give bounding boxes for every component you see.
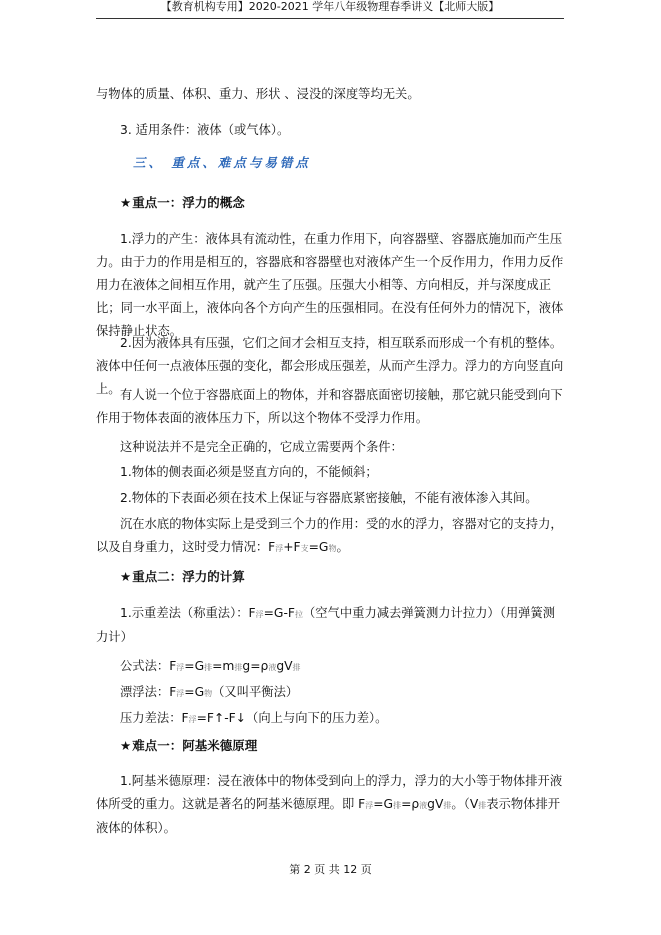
page-footer: 第 2 页 共 12 页 — [289, 863, 372, 876]
intro-paragraph: 与物体的质量、体积、重力、形状 、浸没的深度等均无关。 — [96, 87, 420, 101]
key1-paragraph-3: 有人说一个位于容器底面上的物体，并和容器底面密切接触，那它就只能受到向下作用于物体表面的液体压力下，所以这个物体不受浮力作用。 — [96, 388, 563, 425]
key1-condition-1: 1.物体的侧表面必须是竖直方向的，不能倾斜； — [120, 465, 378, 479]
page-header: 【教育机构专用】2020-2021 学年八年级物理春季讲义【北师大版】 — [96, 0, 564, 19]
key-point-1-heading: ★重点一：浮力的概念 — [120, 195, 245, 210]
star-icon: ★ — [120, 195, 132, 210]
method-pressure-difference: 压力差法：F浮=F↑-F↓（向上与向下的压力差）。 — [120, 711, 388, 725]
method-formula: 公式法：F浮=G排=m排g=ρ液gV排 — [120, 659, 301, 673]
key1-condition-2: 2.物体的下表面必须在技术上保证与容器底紧密接触，不能有液体渗入其间。 — [120, 491, 538, 505]
section-heading: 三、 重点、难点与易错点 — [133, 155, 311, 170]
condition-paragraph: 3. 适用条件：液体（或气体）。 — [120, 123, 290, 137]
method-floating: 漂浮法：F浮=G物（又叫平衡法） — [120, 685, 299, 699]
key-point-2-heading: ★重点二：浮力的计算 — [120, 569, 245, 584]
star-icon: ★ — [120, 738, 132, 753]
key1-paragraph-4: 这种说法并不是完全正确的，它成立需要两个条件： — [120, 440, 403, 454]
key1-paragraph-1: 1.浮力的产生：液体具有流动性，在重力作用下，向容器壁、容器底施加而产生压力。由于力的作用是相互的，容器底和容器壁也对液体产生一个反作用力，作用力反作用力在液体之间相互作用，就产生了压强。压强大小相等、方向相反，并与深度成正比；同一水平面上，液体向各个方向产生的压强相同。在没有任何外力的情况下，液体保持静止状态。 — [96, 232, 564, 338]
difficulty-1-heading: ★难点一：阿基米德原理 — [120, 738, 258, 753]
archimedes-paragraph: 1.阿基米德原理：浸在液体中的物体受到向上的浮力，浮力的大小等于物体排开液体所受的重力。这就是著名的阿基米德原理。即 F浮=G排=ρ液gV排。（V排表示物体排开液体的体积）。 — [96, 774, 563, 835]
method-weighing: 1.示重差法（称重法）：F浮=G-F拉（空气中重力减去弹簧测力计拉力）（用弹簧测力计） — [96, 606, 556, 644]
key1-paragraph-5: 沉在水底的物体实际上是受到三个力的作用：受的水的浮力，容器对它的支持力，以及自身重力，这时受力情况：F浮+F支=G物。 — [96, 517, 563, 554]
star-icon: ★ — [120, 569, 132, 584]
key1-paragraph-2: 2.因为液体具有压强，它们之间才会相互支持，相互联系而形成一个有机的整体。液体中任何一点液体压强的变化，都会形成压强差，从而产生浮力。浮力的方向竖直向上。 — [96, 336, 564, 396]
